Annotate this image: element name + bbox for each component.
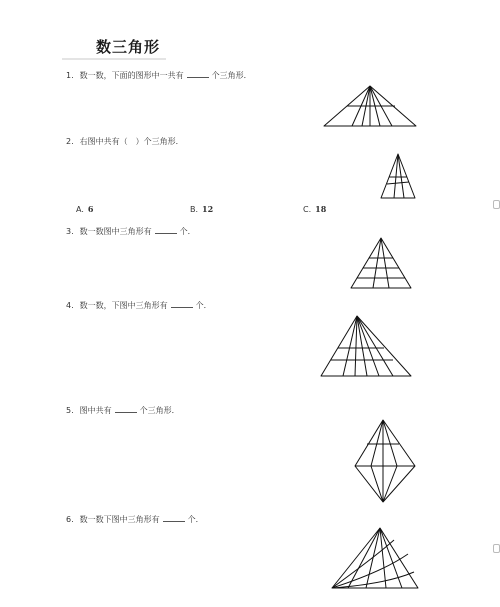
- question-5: [66, 405, 180, 416]
- scroll-marker: [493, 200, 500, 209]
- triangle-figure-4: [319, 314, 413, 378]
- question-text: 数一数图中三角形有: [79, 227, 152, 236]
- option-c[interactable]: [303, 204, 326, 214]
- question-number: 2.: [66, 137, 74, 146]
- question-text-end: 个．: [179, 227, 196, 236]
- answer-blank[interactable]: [155, 226, 177, 234]
- option-label: B.: [190, 205, 199, 214]
- question-6: [66, 514, 204, 525]
- option-label: C.: [303, 205, 312, 214]
- question-text: 数一数下图中三角形有: [79, 515, 160, 524]
- page-title: 数三角形: [96, 38, 161, 56]
- question-number: 3.: [66, 227, 74, 236]
- option-value: 18: [315, 204, 327, 214]
- question-text: 图中共有: [79, 406, 112, 415]
- triangle-figure-3: [349, 236, 413, 290]
- question-3: [66, 226, 196, 237]
- kite-figure-5: [353, 418, 417, 504]
- triangle-figure-6: [330, 526, 420, 590]
- question-text-end: 个三角形．: [211, 71, 252, 80]
- question-text-end: 个三角形．: [139, 406, 180, 415]
- answer-blank[interactable]: [163, 514, 185, 522]
- scroll-marker: [493, 544, 500, 553]
- question-text-end: 个．: [187, 515, 204, 524]
- question-text: 数一数，下面的图形中一共有: [79, 71, 184, 80]
- triangle-figure-1: [322, 84, 418, 128]
- answer-blank[interactable]: [187, 70, 209, 78]
- question-number: 6.: [66, 515, 74, 524]
- question-number: 5.: [66, 406, 74, 415]
- option-label: A.: [76, 205, 84, 214]
- question-number: 4.: [66, 301, 74, 310]
- option-value: 6: [87, 204, 94, 214]
- triangle-figure-2: [378, 152, 418, 200]
- question-2: [66, 137, 184, 147]
- question-text: 右图中共有（ ）个三角形．: [79, 137, 184, 146]
- option-value: 12: [202, 204, 214, 214]
- question-text: 数一数，下图中三角形有: [79, 301, 168, 310]
- option-b[interactable]: [190, 204, 213, 214]
- title-underline: [62, 58, 166, 60]
- question-text-end: 个．: [195, 301, 212, 310]
- question-number: 1.: [66, 71, 74, 80]
- question-4: [66, 300, 212, 311]
- question-1: [66, 70, 252, 81]
- answer-blank[interactable]: [115, 405, 137, 413]
- answer-blank[interactable]: [171, 300, 193, 308]
- option-a[interactable]: [76, 204, 93, 214]
